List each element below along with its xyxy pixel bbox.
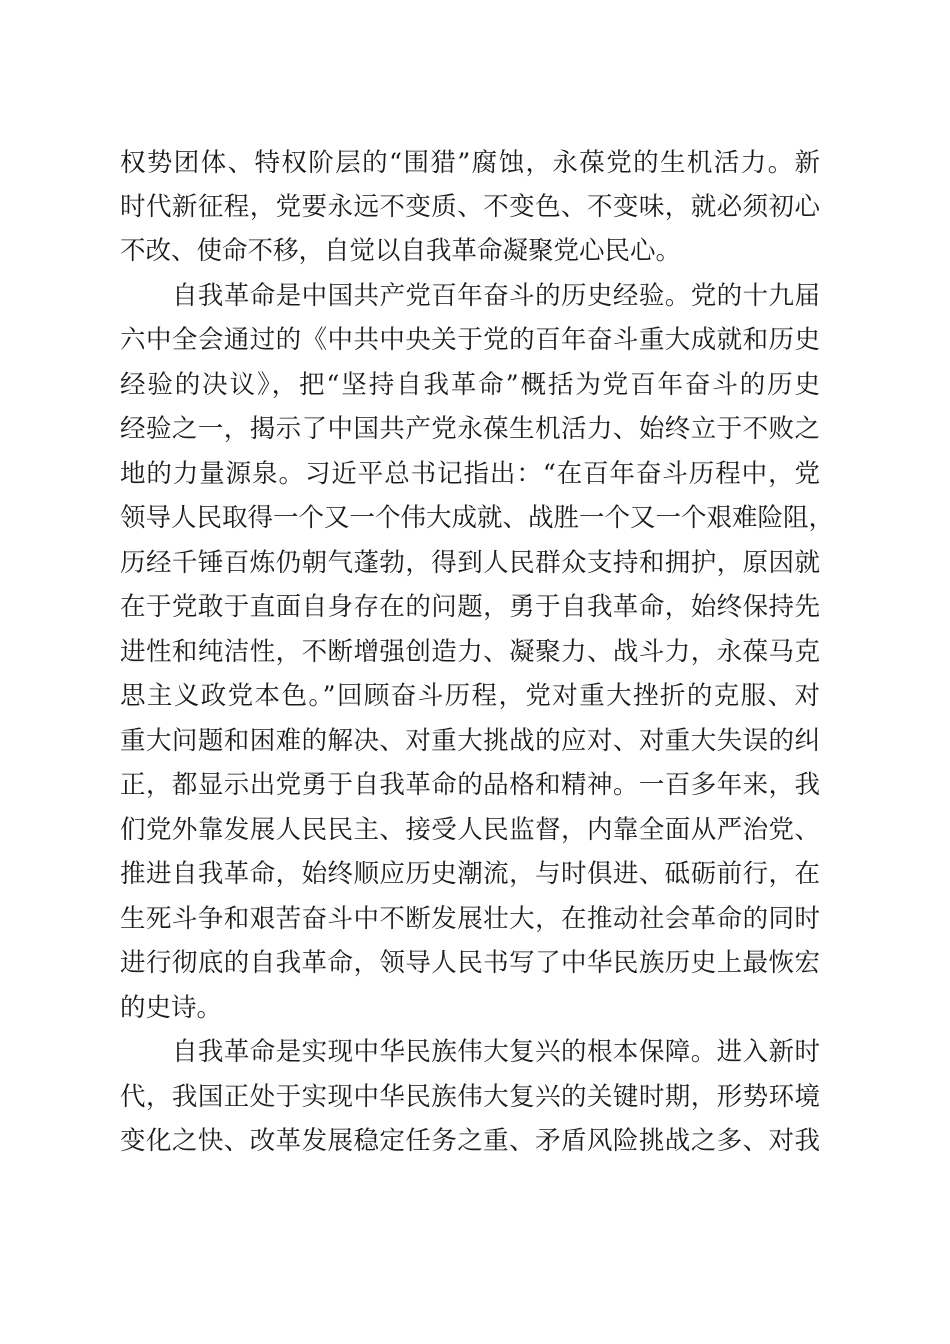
- paragraph-line: 进性和纯洁性，不断增强创造力、凝聚力、战斗力，永葆马克: [120, 637, 820, 667]
- paragraph-line: 思主义政党本色。”回顾奋斗历程，党对重大挫折的克服、对: [120, 681, 820, 711]
- paragraph-line: 历经千锤百炼仍朝气蓬勃，得到人民群众支持和拥护，原因就: [120, 548, 820, 578]
- paragraph-line: 生死斗争和艰苦奋斗中不断发展壮大，在推动社会革命的同时: [120, 904, 820, 934]
- paragraph-line: 重大问题和困难的解决、对重大挑战的应对、对重大失误的纠: [120, 726, 820, 756]
- paragraph-line: 自我革命是实现中华民族伟大复兴的根本保障。进入新时: [172, 1037, 820, 1067]
- paragraph-line: 代，我国正处于实现中华民族伟大复兴的关键时期，形势环境: [120, 1082, 820, 1112]
- paragraph-line: 自我革命是中国共产党百年奋斗的历史经验。党的十九届: [172, 281, 820, 311]
- paragraph-line: 地的力量源泉。习近平总书记指出：“在百年奋斗历程中，党: [120, 459, 820, 489]
- paragraph-line: 时代新征程，党要永远不变质、不变色、不变味，就必须初心: [120, 192, 820, 222]
- paragraph-line: 推进自我革命，始终顺应历史潮流，与时俱进、砥砺前行，在: [120, 859, 820, 889]
- paragraph-line: 正，都显示出党勇于自我革命的品格和精神。一百多年来，我: [120, 770, 820, 800]
- paragraph-line: 的史诗。: [120, 993, 223, 1023]
- paragraph-line: 经验之一，揭示了中国共产党永葆生机活力、始终立于不败之: [120, 414, 820, 444]
- paragraph-line: 进行彻底的自我革命，领导人民书写了中华民族历史上最恢宏: [120, 948, 820, 978]
- paragraph-line: 变化之快、改革发展稳定任务之重、矛盾风险挑战之多、对我: [120, 1126, 820, 1156]
- paragraph-line: 六中全会通过的《中共中央关于党的百年奋斗重大成就和历史: [120, 325, 820, 355]
- paragraph-line: 领导人民取得一个又一个伟大成就、战胜一个又一个艰难险阻，: [120, 503, 835, 533]
- paragraph-line: 们党外靠发展人民民主、接受人民监督，内靠全面从严治党、: [120, 815, 820, 845]
- paragraph-line: 权势团体、特权阶层的“围猎”腐蚀，永葆党的生机活力。新: [120, 148, 820, 178]
- paragraph-line: 在于党敢于直面自身存在的问题，勇于自我革命，始终保持先: [120, 592, 820, 622]
- paragraph-line: 不改、使命不移，自觉以自我革命凝聚党心民心。: [120, 236, 682, 266]
- paragraph-line: 经验的决议》，把“坚持自我革命”概括为党百年奋斗的历史: [120, 370, 820, 400]
